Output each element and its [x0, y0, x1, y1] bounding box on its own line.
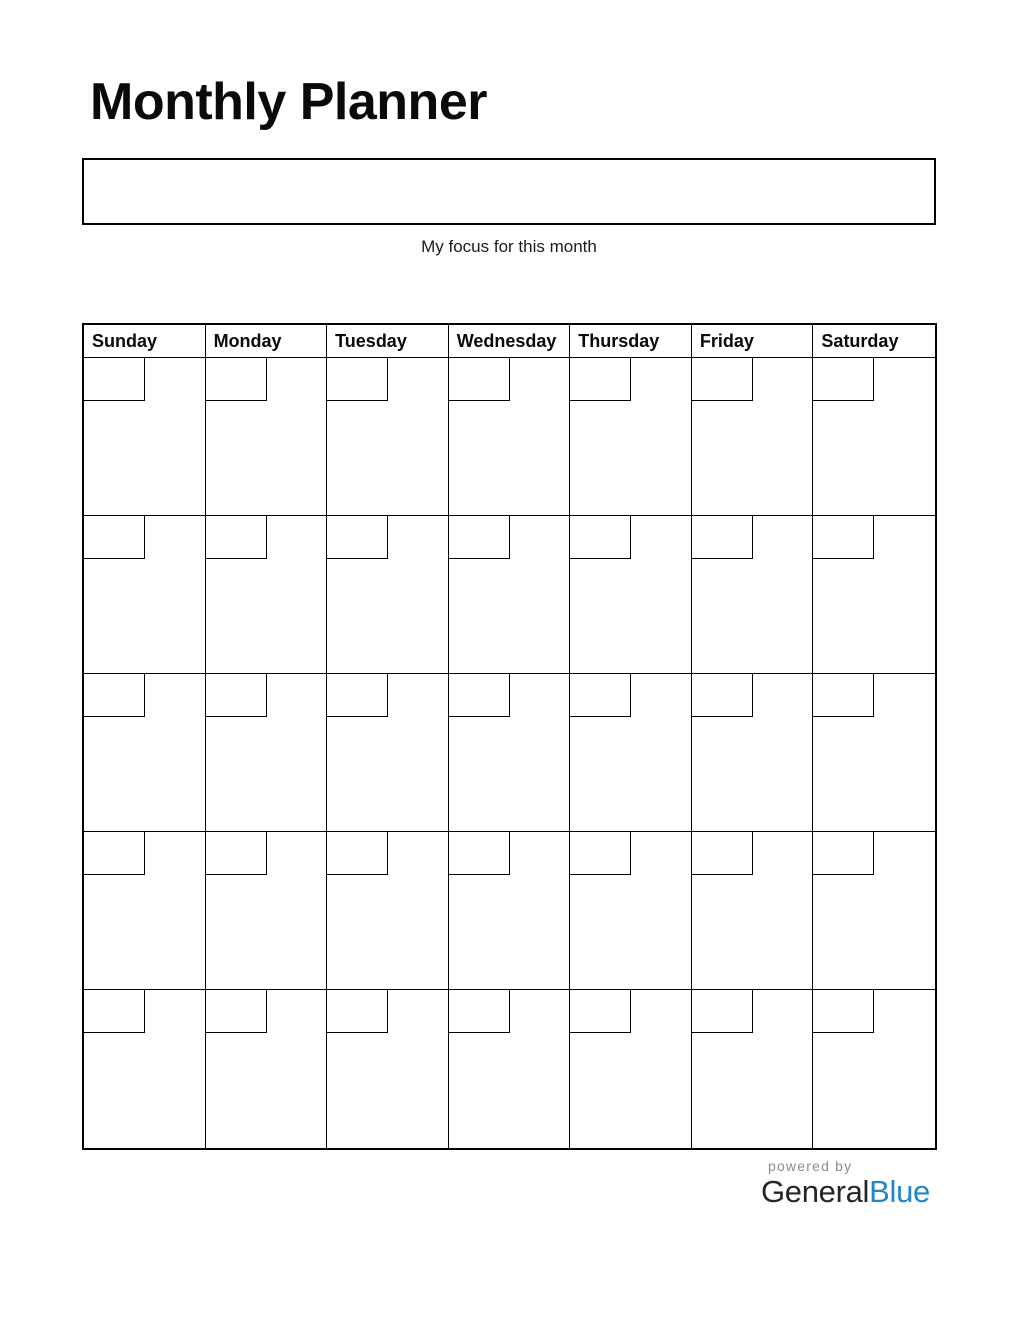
- calendar-day-cell[interactable]: [206, 832, 328, 990]
- day-header-monday: Monday: [206, 325, 328, 358]
- day-header-tuesday: Tuesday: [327, 325, 449, 358]
- date-number-box[interactable]: [84, 832, 145, 875]
- calendar-day-cell[interactable]: [570, 516, 692, 674]
- calendar-day-cell[interactable]: [449, 990, 571, 1148]
- day-header-friday: Friday: [692, 325, 814, 358]
- calendar-day-cell[interactable]: [813, 674, 935, 832]
- date-number-box[interactable]: [570, 358, 631, 401]
- brand-logo: [760, 1174, 930, 1210]
- day-header-thursday: Thursday: [570, 325, 692, 358]
- day-header-saturday: Saturday: [813, 325, 935, 358]
- calendar-day-cell[interactable]: [449, 516, 571, 674]
- calendar-day-cell[interactable]: [570, 674, 692, 832]
- calendar-day-cell[interactable]: [327, 516, 449, 674]
- powered-by-label: powered by: [767, 1158, 853, 1174]
- date-number-box[interactable]: [692, 832, 753, 875]
- date-number-box[interactable]: [449, 674, 510, 717]
- brand-name-accent: Blue: [869, 1174, 930, 1210]
- date-number-box[interactable]: [813, 832, 874, 875]
- calendar-day-cell[interactable]: [692, 358, 814, 516]
- date-number-box[interactable]: [206, 674, 267, 717]
- date-number-box[interactable]: [206, 990, 267, 1033]
- date-number-box[interactable]: [206, 516, 267, 559]
- calendar-day-cell[interactable]: [206, 674, 328, 832]
- date-number-box[interactable]: [813, 358, 874, 401]
- calendar-day-cell[interactable]: [570, 990, 692, 1148]
- calendar-day-cell[interactable]: [813, 358, 935, 516]
- date-number-box[interactable]: [327, 516, 388, 559]
- date-number-box[interactable]: [570, 832, 631, 875]
- calendar-day-cell[interactable]: [449, 832, 571, 990]
- calendar-day-cell[interactable]: [813, 516, 935, 674]
- date-number-box[interactable]: [692, 516, 753, 559]
- date-number-box[interactable]: [449, 832, 510, 875]
- date-number-box[interactable]: [84, 674, 145, 717]
- brand-block: [760, 1158, 930, 1210]
- calendar-day-cell[interactable]: [449, 674, 571, 832]
- date-number-box[interactable]: [206, 358, 267, 401]
- date-number-box[interactable]: [692, 674, 753, 717]
- calendar-day-cell[interactable]: [327, 674, 449, 832]
- date-number-box[interactable]: [813, 516, 874, 559]
- calendar-day-cell[interactable]: [84, 990, 206, 1148]
- calendar-day-cell[interactable]: [692, 516, 814, 674]
- date-number-box[interactable]: [570, 990, 631, 1033]
- calendar-day-cell[interactable]: [84, 358, 206, 516]
- date-number-box[interactable]: [570, 516, 631, 559]
- calendar-day-cell[interactable]: [813, 832, 935, 990]
- calendar-day-cell[interactable]: [206, 358, 328, 516]
- date-number-box[interactable]: [449, 990, 510, 1033]
- date-number-box[interactable]: [449, 516, 510, 559]
- calendar-day-cell[interactable]: [327, 358, 449, 516]
- calendar-day-cell[interactable]: [84, 674, 206, 832]
- calendar-day-cell[interactable]: [84, 516, 206, 674]
- date-number-box[interactable]: [327, 832, 388, 875]
- day-header-sunday: Sunday: [84, 325, 206, 358]
- date-number-box[interactable]: [692, 990, 753, 1033]
- calendar-day-cell[interactable]: [692, 674, 814, 832]
- date-number-box[interactable]: [206, 832, 267, 875]
- page-title: Monthly Planner: [90, 73, 487, 131]
- calendar-day-cell[interactable]: [206, 516, 328, 674]
- focus-caption: My focus for this month: [421, 237, 597, 256]
- date-number-box[interactable]: [813, 674, 874, 717]
- date-number-box[interactable]: [84, 990, 145, 1033]
- date-number-box[interactable]: [449, 358, 510, 401]
- date-number-box[interactable]: [570, 674, 631, 717]
- calendar-day-cell[interactable]: [327, 832, 449, 990]
- focus-input-box[interactable]: [82, 158, 936, 225]
- date-number-box[interactable]: [327, 990, 388, 1033]
- calendar-grid: [82, 323, 937, 1150]
- calendar-day-cell[interactable]: [692, 990, 814, 1148]
- date-number-box[interactable]: [327, 358, 388, 401]
- date-number-box[interactable]: [813, 990, 874, 1033]
- calendar-day-cell[interactable]: [206, 990, 328, 1148]
- calendar-day-cell[interactable]: [692, 832, 814, 990]
- day-header-wednesday: Wednesday: [449, 325, 571, 358]
- date-number-box[interactable]: [84, 358, 145, 401]
- calendar-day-cell[interactable]: [84, 832, 206, 990]
- calendar-day-cell[interactable]: [449, 358, 571, 516]
- date-number-box[interactable]: [692, 358, 753, 401]
- calendar-day-cell[interactable]: [570, 832, 692, 990]
- date-number-box[interactable]: [84, 516, 145, 559]
- calendar-day-cell[interactable]: [570, 358, 692, 516]
- calendar-day-cell[interactable]: [327, 990, 449, 1148]
- brand-name-primary: General: [760, 1174, 870, 1210]
- calendar-day-cell[interactable]: [813, 990, 935, 1148]
- date-number-box[interactable]: [327, 674, 388, 717]
